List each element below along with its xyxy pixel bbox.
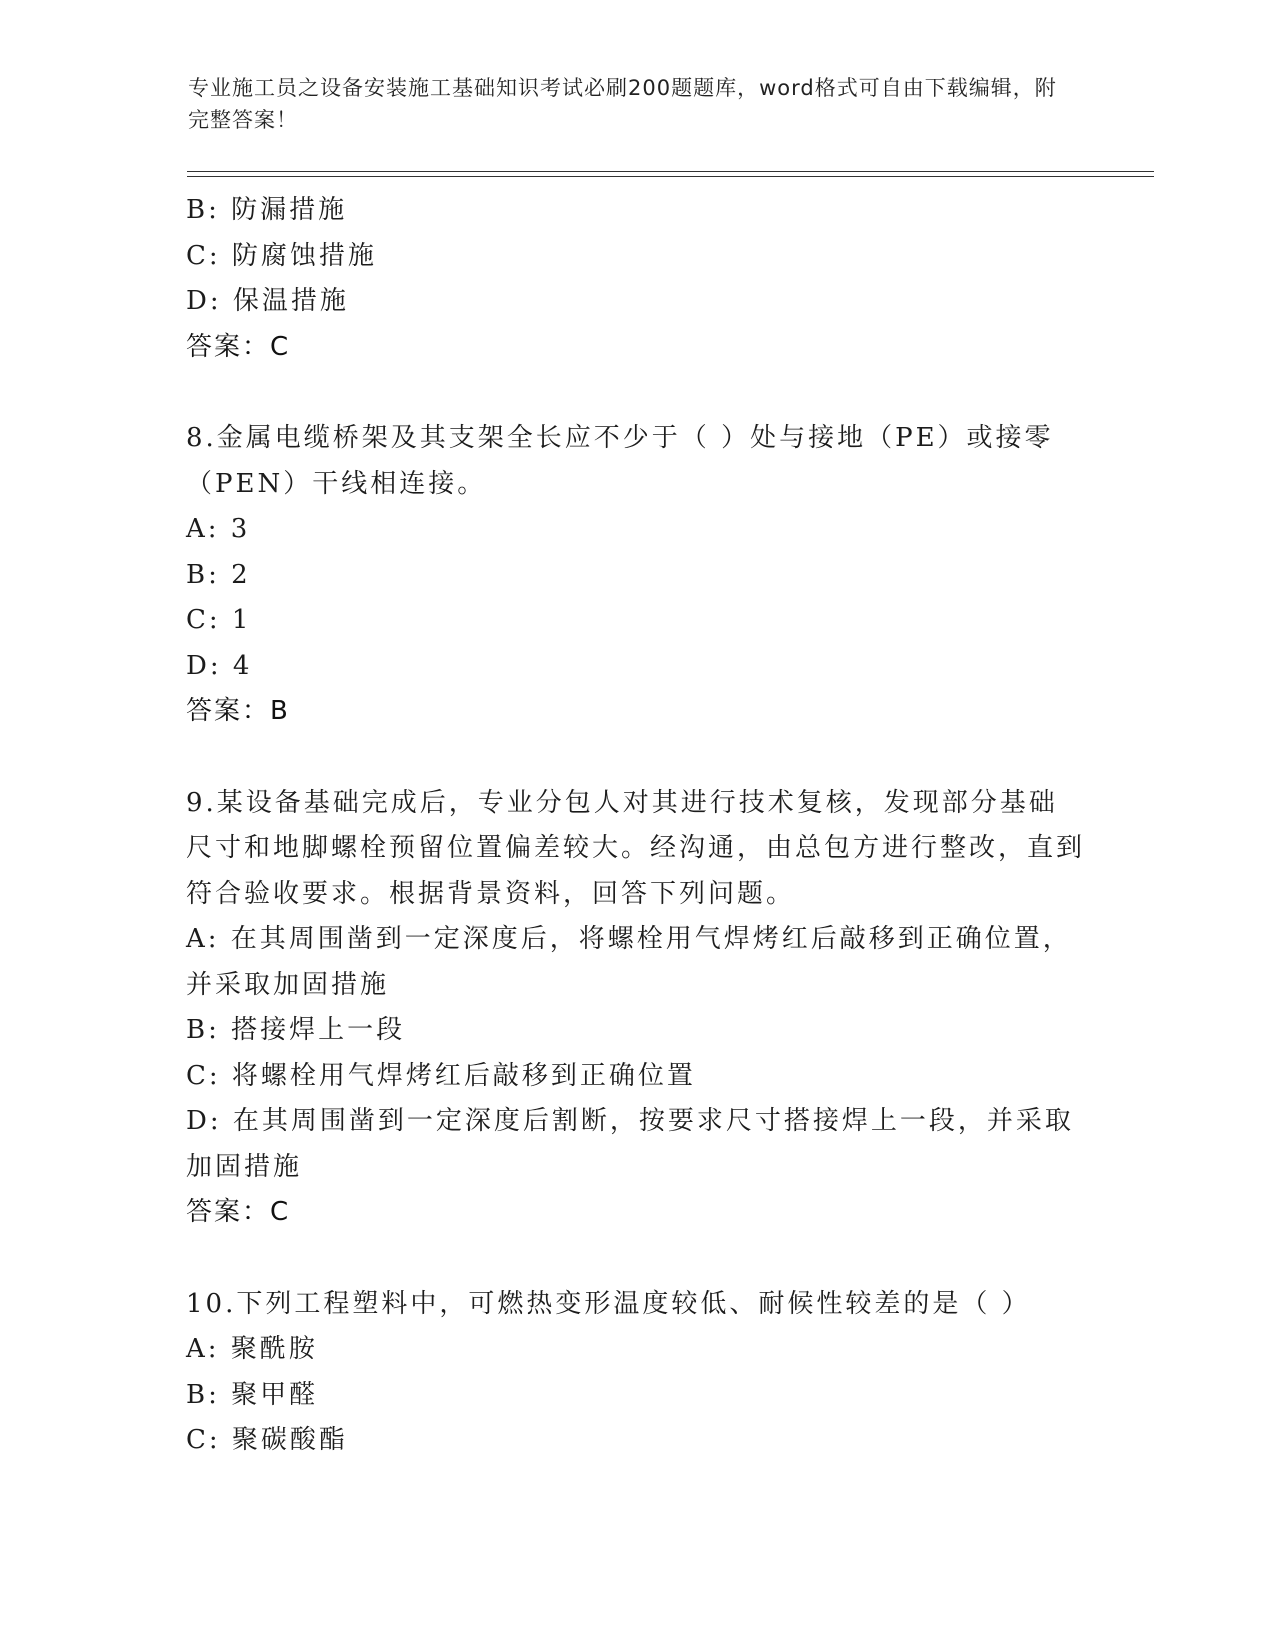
option-d: D: 保温措施 [186, 286, 349, 316]
option-b: B: 防漏措施 [186, 195, 348, 225]
option-a: A: 在其周围凿到一定深度后，将螺栓用气焊烤红后敲移到正确位置，并采取加固措施 [186, 924, 1072, 1000]
option-b: B: 2 [186, 559, 251, 590]
spacer [186, 370, 1086, 416]
question-7-continuation [186, 188, 1086, 370]
option-c: C: 1 [186, 605, 252, 635]
question-8 [186, 416, 1086, 735]
answer-line: 答案：B [186, 696, 290, 726]
spacer [186, 735, 1086, 781]
question-stem: 8.金属电缆桥架及其支架全长应不少于（ ）处与接地（PE）或接零（PEN）干线相连接。 [186, 423, 1054, 499]
option-c: C: 防腐蚀措施 [186, 240, 377, 271]
option-a: A: 3 [186, 514, 251, 544]
question-9 [186, 781, 1086, 1236]
option-b: B: 聚甲醛 [186, 1379, 319, 1410]
option-c: C: 聚碳酸酯 [186, 1425, 348, 1455]
answer-line: 答案：C [186, 1197, 291, 1227]
option-d: D: 4 [186, 650, 253, 681]
answer-line: 答案：C [186, 331, 291, 362]
header-rule-top [187, 171, 1154, 172]
document-header-title: 专业施工员之设备安装施工基础知识考试必刷200题题库，word格式可自由下载编辑，附完整答案！ [188, 76, 1057, 132]
question-10 [186, 1282, 1086, 1464]
option-a: A: 聚酰胺 [186, 1334, 318, 1364]
question-stem: 9.某设备基础完成后，专业分包人对其进行技术复核，发现部分基础尺寸和地脚螺栓预留位置偏差较大。经沟通，由总包方进行整改，直到符合验收要求。根据背景资料，回答下列问题。 [186, 787, 1086, 909]
option-d: D: 在其周围凿到一定深度后割断，按要求尺寸搭接焊上一段，并采取加固措施 [186, 1106, 1074, 1182]
header-rule-bottom [187, 176, 1154, 177]
spacer [186, 1236, 1086, 1282]
option-b: B: 搭接焊上一段 [186, 1015, 406, 1045]
question-stem: 10.下列工程塑料中，可燃热变形温度较低、耐候性较差的是（ ） [186, 1288, 1031, 1319]
option-c: C: 将螺栓用气焊烤红后敲移到正确位置 [186, 1060, 696, 1091]
document-body [186, 188, 1086, 1464]
